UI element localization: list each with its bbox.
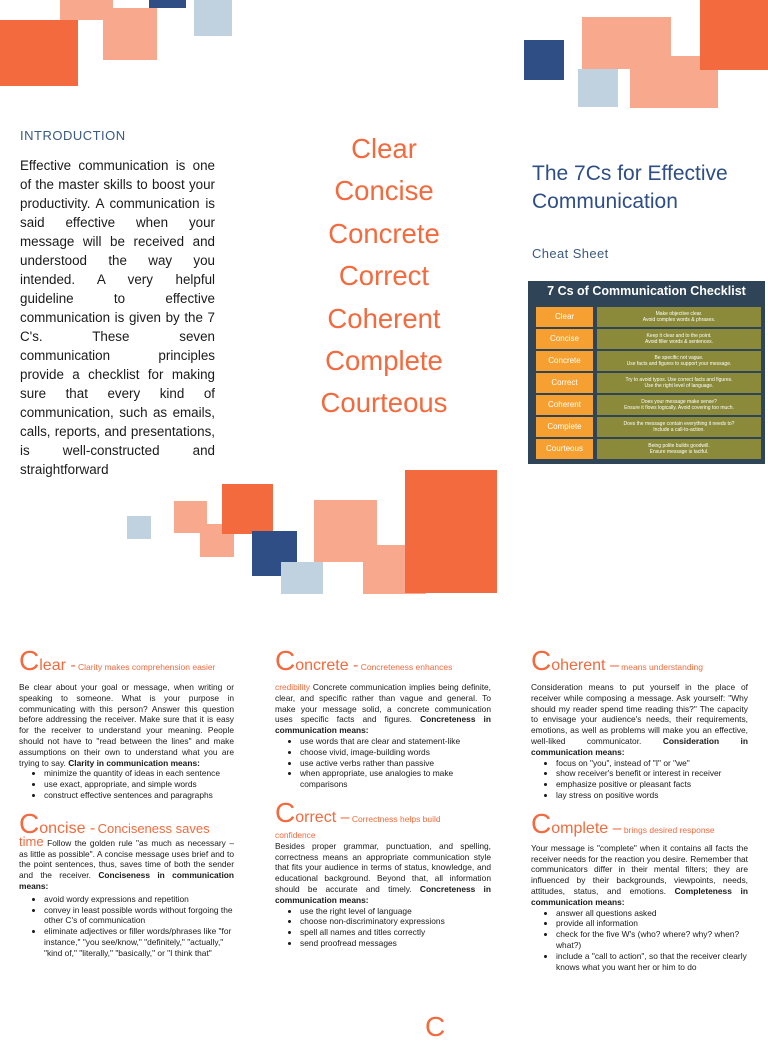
checklist-c-label: Clear <box>536 307 593 327</box>
checklist-row <box>536 439 761 459</box>
page-subtitle: Cheat Sheet <box>532 246 609 261</box>
list-item: • show receiver's benefit or interest in receiver <box>556 768 748 779</box>
section-title-correct: Correct – Correctness helps build <box>275 796 441 828</box>
list-concrete <box>275 736 491 790</box>
list-item: • spell all names and titles correctly <box>300 927 491 938</box>
decor-square <box>405 470 497 593</box>
list-item: • answer all questions asked <box>556 908 748 919</box>
list-item: • use the right level of language <box>300 906 491 917</box>
list-item: • use active verbs rather than passive <box>300 758 491 769</box>
decor-square <box>103 8 157 60</box>
decor-square <box>127 516 151 539</box>
list-clear <box>19 768 234 800</box>
checklist-description: Does your message make sense? Ensure it flows logically. Avoid covering too much. <box>597 395 761 415</box>
decor-square <box>524 40 564 80</box>
seven-cs-item: Complete <box>325 345 443 377</box>
list-item: • avoid wordy expressions and repetition <box>44 894 234 905</box>
section-title-complete: Complete – brings desired response <box>531 807 715 839</box>
checklist-c-label: Concrete <box>536 351 593 371</box>
seven-cs-item: Concrete <box>328 217 440 249</box>
section-body-concise: time Follow the golden rule "as much as necessary – as little as possible". A concise message uses brief and to the point sentences, thus, saves time of both the sender and the receiver. Conciseness in communication means: <box>19 833 235 891</box>
list-item: • lay stress on positive words <box>556 790 748 801</box>
checklist-c-label: Complete <box>536 417 593 437</box>
checklist-row <box>536 373 761 393</box>
column-right <box>531 645 749 972</box>
seven-cs-item: Courteous <box>320 387 448 419</box>
column-middle <box>275 645 492 1042</box>
section-body-complete: Your message is "complete" when it contains all facts the receiver needs for the reaction you desire. Remember that communicators differ in their mental filters; they are influenced by their backgrounds, viewpoints, needs, attitudes, status, and emotions. Completeness in communication means: <box>531 842 748 907</box>
intro-heading: INTRODUCTION <box>20 128 126 143</box>
list-item: • emphasize positive or pleasant facts <box>556 779 748 790</box>
seven-cs-item: Clear <box>351 133 417 164</box>
list-item: • construct effective sentences and paragraphs <box>44 790 234 801</box>
checklist-description: Try to avoid typos. Use correct facts and figures. Use the right level of language. <box>597 373 761 393</box>
checklist-description: Make objective clear. Avoid complex words & phrases. <box>597 307 761 327</box>
checklist-c-label: Courteous <box>536 439 593 459</box>
checklist-description: Be specific not vague. Use facts and figures to support your message. <box>597 351 761 371</box>
section-body-correct: confidence Besides proper grammar, punctuation, and spelling, correctness means an appropriate communication style that fits your audience in terms of status, knowledge, and educational background. Beyond that, all information should be accurate and timely. Concreteness in communication means: <box>275 829 491 905</box>
section-title-coherent: Coherent – means understanding <box>531 645 703 676</box>
decor-square <box>578 69 618 107</box>
decor-square <box>149 0 186 8</box>
section-title-clear: Clear - Clarity makes comprehension easier <box>19 645 216 676</box>
list-item: • eliminate adjectives or filler words/phrases like "for instance," "you see/know," "definitely," "actually," "kind of," "literally," "basically," or "I think that" <box>44 926 234 958</box>
column-left <box>19 645 235 959</box>
checklist-c-label: Correct <box>536 373 593 393</box>
list-item: • send proofread messages <box>300 938 491 949</box>
checklist-description: Keep it clear and to the point. Avoid filler words & sentences. <box>597 329 761 349</box>
checklist-description: Does the message contain everything it needs to? Include a call-to-action. <box>597 417 761 437</box>
section-title-concrete: Concrete - Concreteness enhances <box>275 645 453 676</box>
decor-square <box>194 0 232 36</box>
section-title-courteous-peek: C <box>425 1011 446 1042</box>
checklist-c-label: Coherent <box>536 395 593 415</box>
list-item: • when appropriate, use analogies to make comparisons <box>300 768 491 790</box>
intro-body: Effective communication is one of the master skills to boost your productivity. A communication is said effective when your message will be received and understood the way you intended. A very helpful guideline to effective communication is given by the 7 C's. These seven communication principles provide a checklist for making sure that every kind of communication, such as emails, calls, reports, and presentations, is well-constructed and straightforward <box>20 158 215 477</box>
list-item: • choose vivid, image-building words <box>300 747 491 758</box>
list-item: • provide all information <box>556 918 748 929</box>
list-coherent <box>531 758 748 801</box>
checklist-c-label: Concise <box>536 329 593 349</box>
seven-cs-item: Concise <box>334 175 434 207</box>
section-title-concise: Concise - Conciseness saves <box>19 807 210 839</box>
list-item: • choose non-discriminatory expressions <box>300 916 491 927</box>
list-item: • include a "call to action", so that the receiver clearly knows what you want her or him to do <box>556 951 748 973</box>
page-title: The 7Cs for Effective Communication <box>532 162 728 213</box>
list-correct <box>275 906 491 949</box>
list-complete <box>531 908 748 973</box>
checklist-row <box>536 351 761 371</box>
decor-square <box>281 562 323 594</box>
decor-square <box>700 0 768 70</box>
list-concise <box>19 894 234 959</box>
decor-square <box>222 484 273 534</box>
seven-cs-item: Correct <box>338 260 430 292</box>
decor-square <box>0 20 78 86</box>
checklist-description: Being polite builds goodwill. Ensure message is tactful. <box>597 439 761 459</box>
checklist-row <box>536 417 761 437</box>
list-item: • minimize the quantity of ideas in each sentence <box>44 768 234 779</box>
checklist-row <box>536 395 761 415</box>
list-item: • focus on "you", instead of "I" or "we" <box>556 758 748 769</box>
checklist-table <box>528 281 765 464</box>
list-item: • check for the five W's (who? where? why? when? what?) <box>556 929 748 951</box>
section-body-coherent: Consideration means to put yourself in the place of receiver while composing a message. Ask yourself: "Why should my reader spend time reading this?" The capacity to envisage your audience's needs, their requirements, emotions, as well as problems will make you an effective, well-liked communicator. Consideration in communication means: <box>531 682 749 757</box>
list-item: • use exact, appropriate, and simple words <box>44 779 234 790</box>
seven-cs-list <box>300 128 468 425</box>
section-body-concrete: credibility Concrete communication implies being definite, clear, and specific rather than vague and general. To make your message solid, a concrete communication uses specific facts and figures. Concreteness in communication means: <box>275 682 492 736</box>
seven-cs-item: Coherent <box>327 302 441 334</box>
checklist-title: 7 Cs of Communication Checklist <box>547 284 746 298</box>
list-item: • use words that are clear and statement-like <box>300 736 491 747</box>
section-body-clear: Be clear about your goal or message, when writing or speaking to someone. What is your purpose in communicating with this person? Answer this question before addressing the receiver. Make sure that it is easy for the receiver to understand your meaning. People should not have to "read between the lines" and make assumptions on their own to understand what you are trying to say. Clarity in communication means: <box>19 682 234 768</box>
list-item: • convey in least possible words without forgoing the other C's of communication <box>44 905 234 927</box>
checklist-row <box>536 307 761 327</box>
checklist-row <box>536 329 761 349</box>
